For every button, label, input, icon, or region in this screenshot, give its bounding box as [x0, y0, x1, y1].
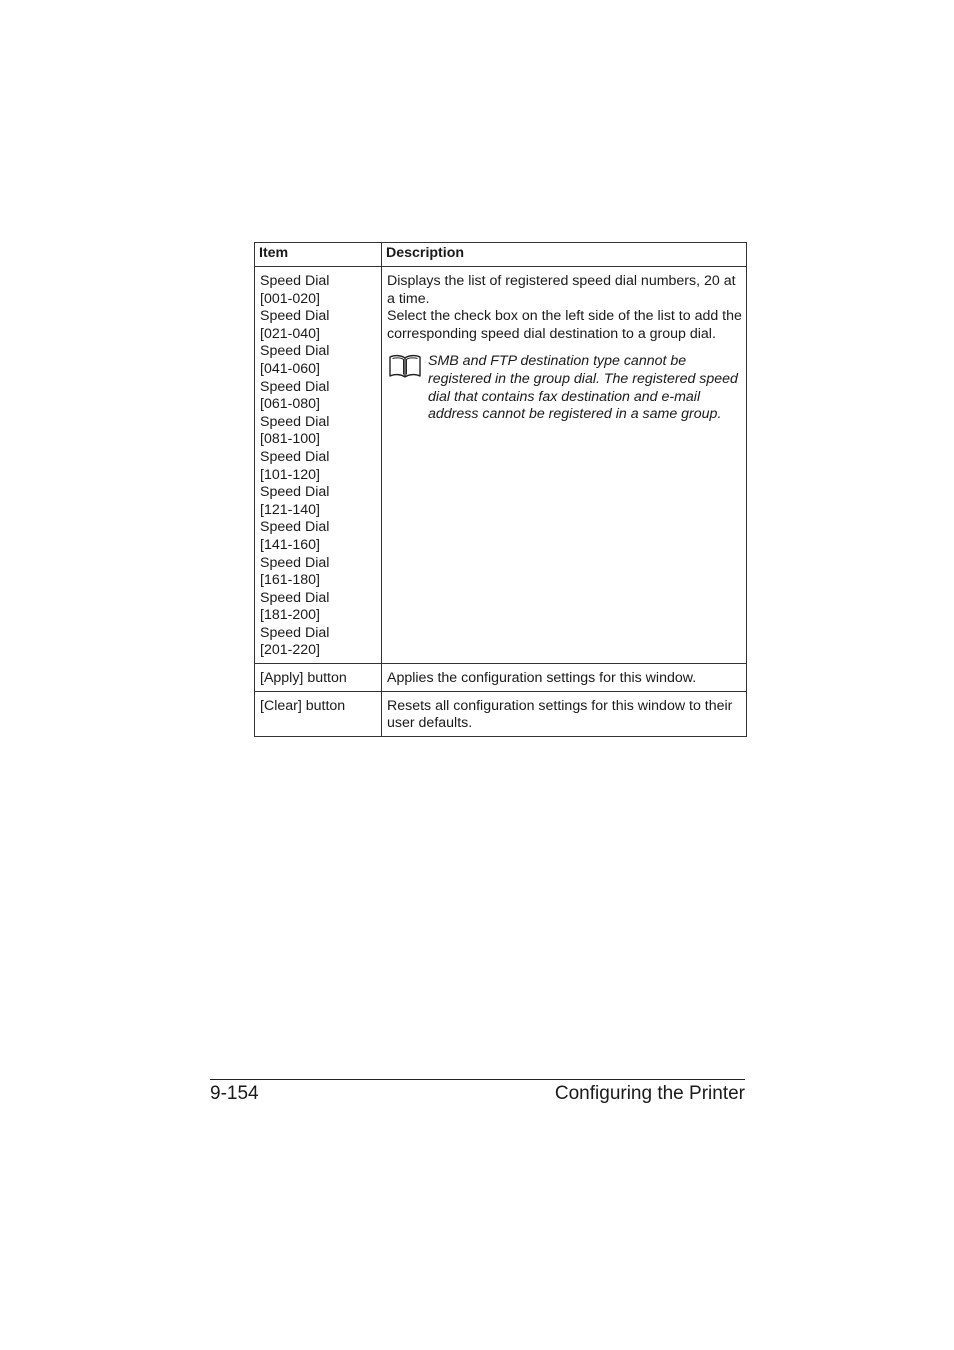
- item-line: Speed Dial: [260, 308, 330, 325]
- item-line: Speed Dial: [260, 554, 330, 571]
- book-icon: [388, 353, 422, 379]
- item-line: [021-040]: [260, 325, 320, 342]
- header-description: Description: [382, 243, 747, 267]
- row-apply-item: [Apply] button: [255, 664, 382, 692]
- description-line: Displays the list of registered speed dial numbers, 20 at a time.: [387, 273, 736, 307]
- item-line: [161-180]: [260, 572, 320, 589]
- item-line: Speed Dial: [260, 484, 330, 501]
- item-line: Speed Dial: [260, 273, 330, 289]
- item-line: [081-100]: [260, 431, 320, 448]
- table-row: [255, 664, 747, 692]
- table-row: [255, 691, 747, 736]
- item-line: Speed Dial: [260, 413, 330, 430]
- row-clear-description: Resets all configuration settings for this window to their user defaults.: [382, 691, 747, 736]
- item-line: Speed Dial: [260, 343, 330, 360]
- row-apply-description: Applies the configuration settings for this window.: [382, 664, 747, 692]
- table-header-row: [255, 243, 747, 267]
- settings-table: [254, 242, 747, 737]
- row-clear-item: [Clear] button: [255, 691, 382, 736]
- item-line: [141-160]: [260, 536, 320, 553]
- item-line: [001-020]: [260, 290, 320, 307]
- item-line: [201-220]: [260, 642, 320, 659]
- item-line: [181-200]: [260, 607, 320, 624]
- item-line: Speed Dial: [260, 624, 330, 641]
- header-item: Item: [255, 243, 382, 267]
- item-line: Speed Dial: [260, 519, 330, 536]
- page-number: 9-154: [210, 1083, 259, 1104]
- item-line: Speed Dial: [260, 448, 330, 465]
- note: [387, 353, 744, 423]
- item-line: [101-120]: [260, 466, 320, 483]
- item-line: [061-080]: [260, 396, 320, 413]
- row-speed-dial-item: [255, 267, 382, 664]
- item-line: [121-140]: [260, 501, 320, 518]
- description-line: Select the check box on the left side of the list to add the corresponding speed dial destination to a group dial.: [387, 308, 742, 342]
- note-text: SMB and FTP destination type cannot be registered in the group dial. The registered speed dial that contains fax destination and e-mail address cannot be registered in a same group.: [428, 353, 738, 423]
- table-row: [255, 267, 747, 664]
- item-line: [041-060]: [260, 360, 320, 377]
- row-speed-dial-description: [382, 267, 747, 664]
- footer-divider: [210, 1079, 745, 1080]
- item-line: Speed Dial: [260, 378, 330, 395]
- item-line: Speed Dial: [260, 589, 330, 606]
- section-title: Configuring the Printer: [554, 1083, 745, 1104]
